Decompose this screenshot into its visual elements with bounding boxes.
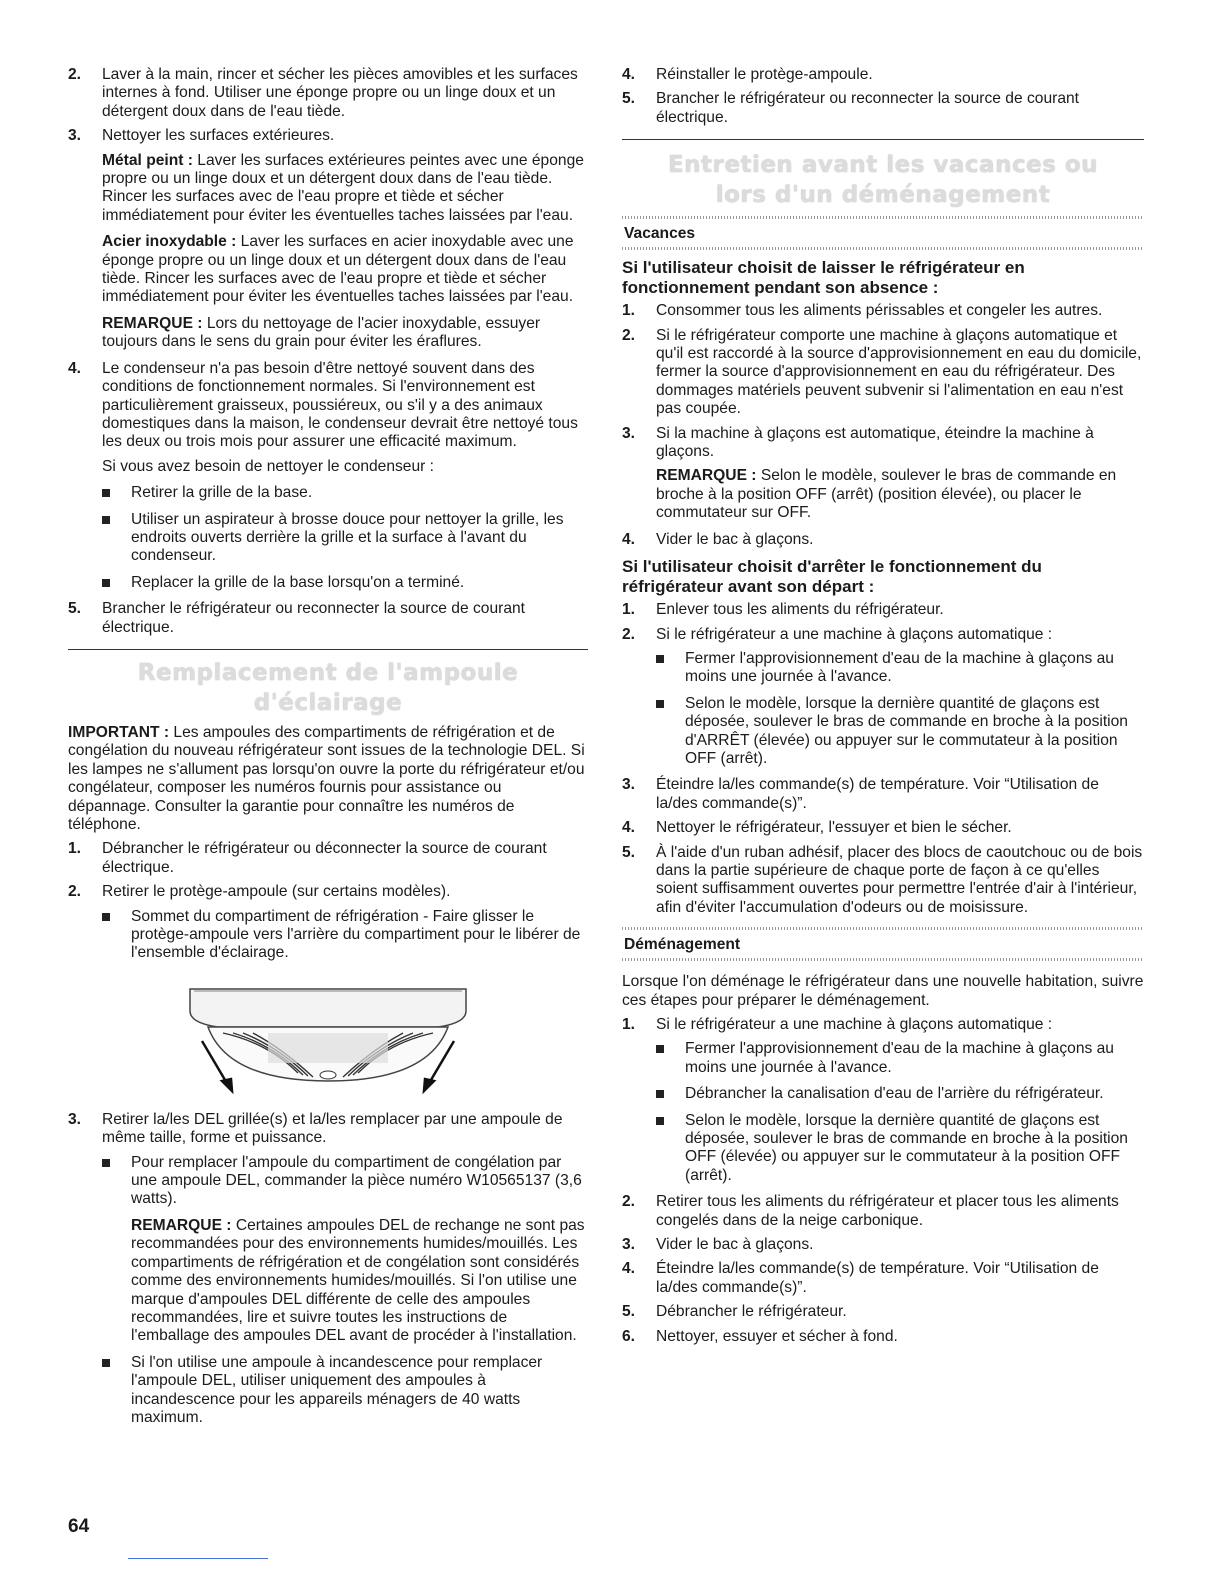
left-column (68, 66, 588, 1435)
list-item: Sommet du compartiment de réfrigération - Faire glisser le protège-ampoule vers l'arrière du compartiment pour le libérer de l'ensemble d'éclairage. (102, 908, 588, 963)
list-item: 1. Si le réfrigérateur a une machine à glaçons automatique : Fermer l'approvisionnement d'eau de la machine à glaçons au moins une journée à l'avance. Débrancher la canalisation d'eau de l'arrière du réfrigérateur. Selon le modèle, lorsque la dernière quantité de glaçons est déposée, soulever le bras de commande en broche à la position OFF (élevée) ou appuyer sur le commutateur à la position OFF (arrêt). (622, 1016, 1144, 1185)
bulb-step-3: 3. Retirer la/les DEL grillée(s) et la/les remplacer par une ampoule de même taille, forme et puissance. Pour remplacer l'ampoule du compartiment de congélation par une ampoule DEL, commander la pièce numéro W10565137 (3,6 watts). REMARQUE : Certaines ampoules DEL de rechange ne sont pas recommandées pour des environnements humides/mouillés. Les compartiments de réfrigération et de congélation sont considérés comme des environnements humides/mouillés. Si l'on utilise une marque d'ampoules DEL différente de celle des ampoules recommandées, lire et suivre toutes les instructions de l'emballage des ampoules DEL avant de procéder à l'installation. Si l'on utilise une ampoule à incandescence pour remplacer l'ampoule DEL, utiliser uniquement des ampoules à incandescence pour les appareils ménagers de 40 watts maximum. (68, 1111, 588, 1428)
right-column (622, 66, 1144, 1352)
footer-line (128, 1558, 268, 1559)
list-item: 3. Vider le bac à glaçons. (622, 1236, 814, 1254)
heading-leave-on: Si l'utilisateur choisit de laisser le réfrigérateur en fonctionnement pendant son absence : (622, 258, 1025, 298)
step-5: 5. Brancher le réfrigérateur ou reconnecter la source de courant électrique. (68, 600, 525, 636)
list-item: Si l'on utilise une ampoule à incandescence pour remplacer l'ampoule DEL, utiliser uniquement des ampoules à incandescence pour les appareils ménagers de 40 watts maximum. (102, 1354, 588, 1428)
list-item: 3. Si la machine à glaçons est automatique, éteindre la machine à glaçons. REMARQUE : Selon le modèle, soulever le bras de commande en broche à la position OFF (arrêt) (position élevée), ou placer le commutateur sur OFF. (622, 425, 1144, 523)
list-item: 1. Consommer tous les aliments périssables et congeler les autres. (622, 302, 1103, 320)
square-bullet-icon (102, 913, 110, 921)
list-item: 5. À l'aide d'un ruban adhésif, placer des blocs de caoutchouc ou de bois dans la partie supérieure de chaque porte de façon à ce qu'elles soient suffisamment ouvertes pour permettre l'entrée d'air à l'intérieur, afin d'éviter l'accumulation d'odeurs ou de moisissure. (622, 843, 1143, 916)
square-bullet-icon (102, 1359, 110, 1367)
section-divider (622, 139, 1144, 140)
list-item: 4. Éteindre la/les commande(s) de température. Voir “Utilisation de la/des commande(s)”. (622, 1260, 1099, 1296)
square-bullet-icon (656, 1045, 664, 1053)
bulb-step-4: 4. Réinstaller le protège-ampoule. (622, 66, 873, 83)
square-bullet-icon (656, 1090, 664, 1098)
subheading-vacances: Vacances (624, 225, 696, 243)
stripe-divider (622, 247, 1144, 250)
stripe-divider (622, 958, 1144, 961)
square-bullet-icon (656, 700, 664, 708)
list-item: 3. Éteindre la/les commande(s) de température. Voir “Utilisation de la/des commande(s)”. (622, 776, 1099, 812)
painted-metal-paragraph: Métal peint : Laver les surfaces extérieures peintes avec une éponge propre ou un linge doux et un détergent doux dans de l'eau tiède. Rincer les surfaces avec de l'eau propre et tiède et sécher immédiatement pour éviter les éventuelles taches laissées par l'eau. (102, 151, 584, 224)
list-item: 6. Nettoyer, essuyer et sécher à fond. (622, 1327, 898, 1345)
list-item: Débrancher la canalisation d'eau de l'arrière du réfrigérateur. (656, 1085, 1144, 1103)
square-bullet-icon (102, 579, 110, 587)
list-item: Fermer l'approvisionnement d'eau de la machine à glaçons au moins une journée à l'avance. (656, 650, 1144, 687)
condenser-intro: Si vous avez besoin de nettoyer le condenseur : (102, 457, 435, 475)
square-bullet-icon (102, 1159, 110, 1167)
list-item: 4. Nettoyer le réfrigérateur, l'essuyer et bien le sécher. (622, 819, 1012, 837)
list-item: Replacer la grille de la base lorsqu'on a terminé. (102, 574, 588, 592)
bulb-step-1: 1. Débrancher le réfrigérateur ou déconnecter la source de courant électrique. (68, 840, 547, 876)
important-paragraph: IMPORTANT : Les ampoules des compartiments de réfrigération et de congélation du nouveau réfrigérateur sont issues de la technologie DEL. Si les lampes ne s'allument pas lorsqu'on ouvre la porte du réfrigérateur et/ou congélateur, composer les numéros fournis pour assistance ou dépannage. Consulter la garantie pour connaître les numéros de téléphone. (68, 723, 585, 833)
square-bullet-icon (656, 655, 664, 663)
list-item: Retirer la grille de la base. (102, 484, 588, 502)
step-4: 4. Le condenseur n'a pas besoin d'être nettoyé souvent dans des conditions de fonctionnement normales. Si l'environnement est particulièrement graisseux, poussiéreux, ou s'il y a des animaux domestiques dans la maison, le condenseur devrait être nettoyé tous les deux ou trois mois pour assurer une efficacité maximum. Si vous avez besoin de nettoyer le condenseur : Retirer la grille de la base. Utiliser un aspirateur à brosse douce pour nettoyer la grille, les endroits ouverts derrière la grille et la surface à l'avant du condenseur. Replacer la grille de la base lorsqu'on a terminé. (68, 360, 588, 592)
list-item: Selon le modèle, lorsque la dernière quantité de glaçons est déposée, soulever le bras de commande en broche à la position OFF (élevée) ou appuyer sur le commutateur à la position OFF (arrêt). (656, 1112, 1144, 1186)
square-bullet-icon (656, 1117, 664, 1125)
list-item: 2. Si le réfrigérateur comporte une machine à glaçons automatique et qu'il est raccordé à la source d'approvisionnement en eau du domicile, fermer la source d'approvisionnement en eau du réfrigérateur. Des dommages matériels peuvent subvenir si l'alimentation en eau n'est pas coupée. (622, 326, 1142, 418)
list-item: Fermer l'approvisionnement d'eau de la machine à glaçons au moins une journée à l'avance. (656, 1040, 1144, 1077)
subheading-demenagement: Déménagement (624, 936, 741, 954)
section-divider (68, 649, 588, 650)
square-bullet-icon (102, 489, 110, 497)
note-led: REMARQUE : Certaines ampoules DEL de rechange ne sont pas recommandées pour des environnements humides/mouillés. Les compartiments de réfrigération et de congélation sont considérés comme des environnements humides/mouillés. Si l'on utilise une marque d'ampoules DEL différente de celle des ampoules recommandées, lire et suivre toutes les instructions de l'emballage des ampoules DEL avant de procéder à l'installation. (131, 1216, 585, 1345)
light-shield-illustration (188, 981, 468, 1096)
bulb-step-5: 5. Brancher le réfrigérateur ou reconnecter la source de courant électrique. (622, 90, 1079, 126)
step-2: 2. Laver à la main, rincer et sécher les pièces amovibles et les surfaces internes à fond. Utiliser une éponge propre ou un linge doux et un détergent doux dans de l'eau tiède. (68, 66, 578, 120)
square-bullet-icon (102, 516, 110, 524)
bulb-step-2: 2. Retirer le protège-ampoule (sur certains modèles). Sommet du compartiment de réfrigération - Faire glisser le protège-ampoule vers l'arrière du compartiment pour le libérer de l'ensemble d'éclairage. (68, 883, 588, 963)
list-item: 2. Retirer tous les aliments du réfrigérateur et placer tous les aliments congelés dans de la neige carbonique. (622, 1193, 1119, 1229)
list-item: Utiliser un aspirateur à brosse douce pour nettoyer la grille, les endroits ouverts derrière la grille et la surface à l'avant du condenseur. (102, 511, 588, 566)
heading-turn-off: Si l'utilisateur choisit d'arrêter le fonctionnement du réfrigérateur avant son départ : (622, 557, 1042, 597)
list-item: Pour remplacer l'ampoule du compartiment de congélation par une ampoule DEL, commander la pièce numéro W10565137 (3,6 watts). (102, 1154, 588, 1209)
list-item: Selon le modèle, lorsque la dernière quantité de glaçons est déposée, soulever le bras de commande en broche à la position d'ARRÊT (élevée) ou appuyer sur le commutateur à la position OFF (arrêt). (656, 695, 1144, 769)
list-item: 4. Vider le bac à glaçons. (622, 530, 814, 548)
note-icemaker: REMARQUE : Selon le modèle, soulever le bras de commande en broche à la position OFF (arrêt) (position élevée), ou placer le commutateur sur OFF. (656, 467, 1117, 522)
stainless-paragraph: Acier inoxydable : Laver les surfaces en acier inoxydable avec une éponge propre ou un linge doux et un détergent doux dans de l'eau tiède. Rincer les surfaces avec de l'eau propre et tiède et sécher immédiatement pour éviter les éventuelles taches laissées par l'eau. (102, 233, 574, 306)
page-number: 64 (68, 1516, 90, 1537)
step-3: 3. Nettoyer les surfaces extérieures. Métal peint : Laver les surfaces extérieures peintes avec une éponge propre ou un linge doux et un détergent doux dans de l'eau tiède. Rincer les surfaces avec de l'eau propre et tiède et sécher immédiatement pour éviter les éventuelles taches laissées par l'eau. Acier inoxydable : Laver les surfaces en acier inoxydable avec une éponge propre ou un linge doux et un détergent doux dans de l'eau tiède. Rincer les surfaces avec de l'eau propre et tiède et sécher immédiatement pour éviter les éventuelles taches laissées par l'eau. REMARQUE : Lors du nettoyage de l'acier inoxydable, essuyer toujours dans le sens du grain pour éviter les éraflures. (68, 127, 588, 351)
moving-intro: Lorsque l'on déménage le réfrigérateur dans une nouvelle habitation, suivre ces étapes pour préparer le déménagement. (622, 973, 1144, 1009)
list-item: 2. Si le réfrigérateur a une machine à glaçons automatique : Fermer l'approvisionnement d'eau de la machine à glaçons au moins une journée à l'avance. Selon le modèle, lorsque la dernière quantité de glaçons est déposée, soulever le bras de commande en broche à la position d'ARRÊT (élevée) ou appuyer sur le commutateur à la position OFF (arrêt). (622, 626, 1144, 769)
section-title-vacation: Entretien avant les vacances ou lors d'un déménagement (667, 152, 1099, 209)
list-item: 5. Débrancher le réfrigérateur. (622, 1303, 847, 1321)
note-stainless: REMARQUE : Lors du nettoyage de l'acier inoxydable, essuyer toujours dans le sens du grain pour éviter les éraflures. (102, 314, 541, 351)
section-title-bulb: Remplacement de l'ampoule d'éclairage (137, 659, 519, 716)
list-item: 1. Enlever tous les aliments du réfrigérateur. (622, 601, 944, 619)
